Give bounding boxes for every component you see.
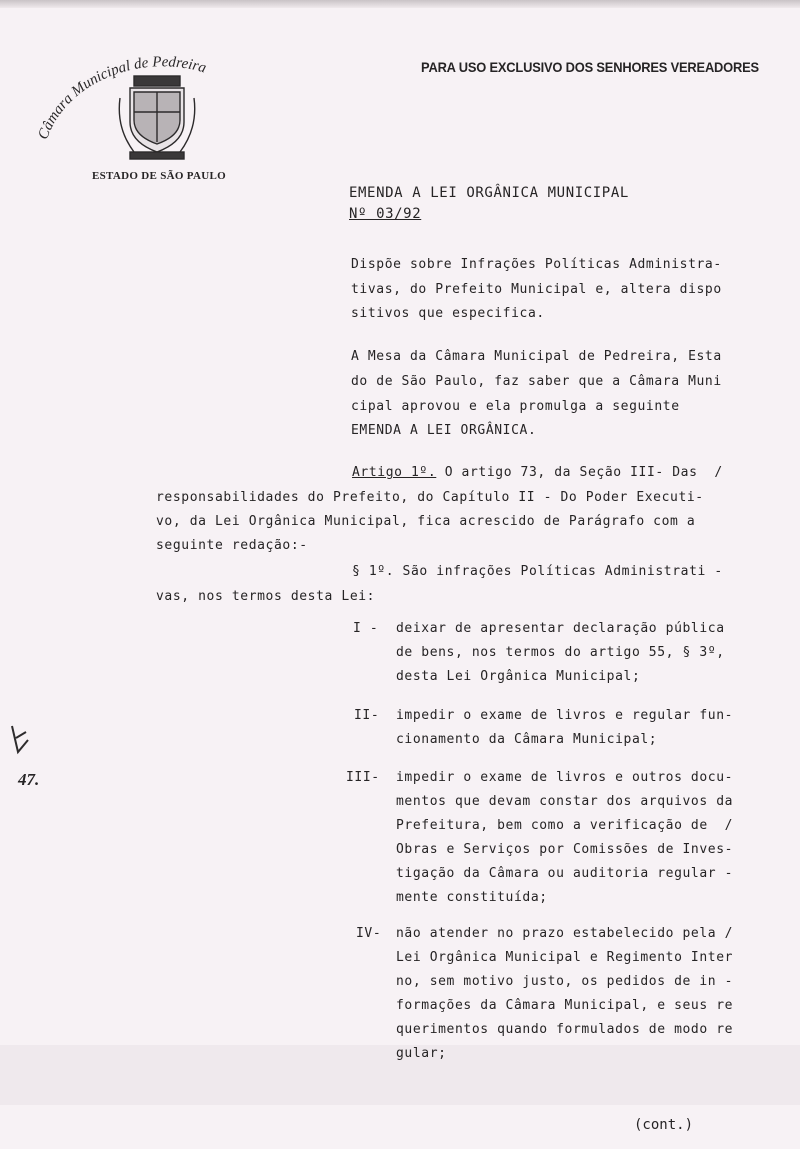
item-line: não atender no prazo estabelecido pela /: [396, 926, 734, 941]
exclusive-notice: PARA USO EXCLUSIVO DOS SENHORES VEREADORES: [421, 59, 759, 75]
article-line: responsabilidades do Prefeito, do Capítulo II - Do Poder Executi-: [156, 490, 704, 505]
item-line: deixar de apresentar declaração pública: [396, 621, 725, 636]
municipal-seal: [20, 28, 290, 178]
item-number: I -: [353, 621, 379, 636]
item-line: Obras e Serviços por Comissões de Inves-: [396, 842, 734, 857]
ementa-line: tivas, do Prefeito Municipal e, altera dispo: [351, 282, 722, 297]
item-line: Prefeitura, bem como a verificação de /: [396, 818, 734, 833]
continuation-note: (cont.): [634, 1117, 694, 1133]
paragraph-line: vas, nos termos desta Lei:: [156, 589, 376, 604]
doc-number: Nº 03/92: [349, 206, 422, 222]
preamble-line: cipal aprovou e ela promulga a seguinte: [351, 399, 680, 414]
item-line: gular;: [396, 1046, 447, 1061]
item-line: no, sem motivo justo, os pedidos de in -: [396, 974, 734, 989]
header: [0, 0, 800, 200]
doc-title: EMENDA A LEI ORGÂNICA MUNICIPAL: [349, 185, 629, 201]
item-number: II-: [354, 708, 380, 723]
article-first-line: [352, 465, 723, 480]
margin-note: 47.: [18, 770, 40, 789]
preamble-line: A Mesa da Câmara Municipal de Pedreira, Esta: [351, 349, 722, 364]
item-line: querimentos quando formulados de modo re: [396, 1022, 734, 1037]
article-first-text: O artigo 73, da Seção III- Das /: [436, 465, 723, 480]
article-line: seguinte redação:-: [156, 538, 308, 553]
svg-text:Câmara Municipal de Pedreira: Câmara Municipal de Pedreira: [35, 54, 208, 142]
crest-icon: [119, 76, 194, 159]
item-line: impedir o exame de livros e regular fun-: [396, 708, 734, 723]
item-line: mentos que devam constar dos arquivos da: [396, 794, 734, 809]
item-line: tigação da Câmara ou auditoria regular -: [396, 866, 734, 881]
item-number: IV-: [356, 926, 382, 941]
margin-mark-icon: [8, 722, 32, 756]
article-line: vo, da Lei Orgânica Municipal, fica acrescido de Parágrafo com a: [156, 514, 696, 529]
article-label: Artigo 1º.: [352, 465, 437, 480]
estado-label: ESTADO DE SÃO PAULO: [92, 170, 226, 182]
item-line: cionamento da Câmara Municipal;: [396, 732, 658, 747]
item-line: mente constituída;: [396, 890, 548, 905]
item-line: impedir o exame de livros e outros docu-: [396, 770, 734, 785]
item-line: de bens, nos termos do artigo 55, § 3º,: [396, 645, 725, 660]
item-line: desta Lei Orgânica Municipal;: [396, 669, 641, 684]
ementa-line: sitivos que especifica.: [351, 306, 545, 321]
item-line: formações da Câmara Municipal, e seus re: [396, 998, 734, 1013]
preamble-line: do de São Paulo, faz saber que a Câmara Muni: [351, 374, 722, 389]
paragraph-line: § 1º. São infrações Políticas Administrati -: [352, 564, 723, 579]
preamble-line: EMENDA A LEI ORGÂNICA.: [351, 423, 537, 438]
ementa-line: Dispõe sobre Infrações Políticas Administra-: [351, 257, 722, 272]
item-line: Lei Orgânica Municipal e Regimento Inter: [396, 950, 734, 965]
item-number: III-: [346, 770, 380, 785]
